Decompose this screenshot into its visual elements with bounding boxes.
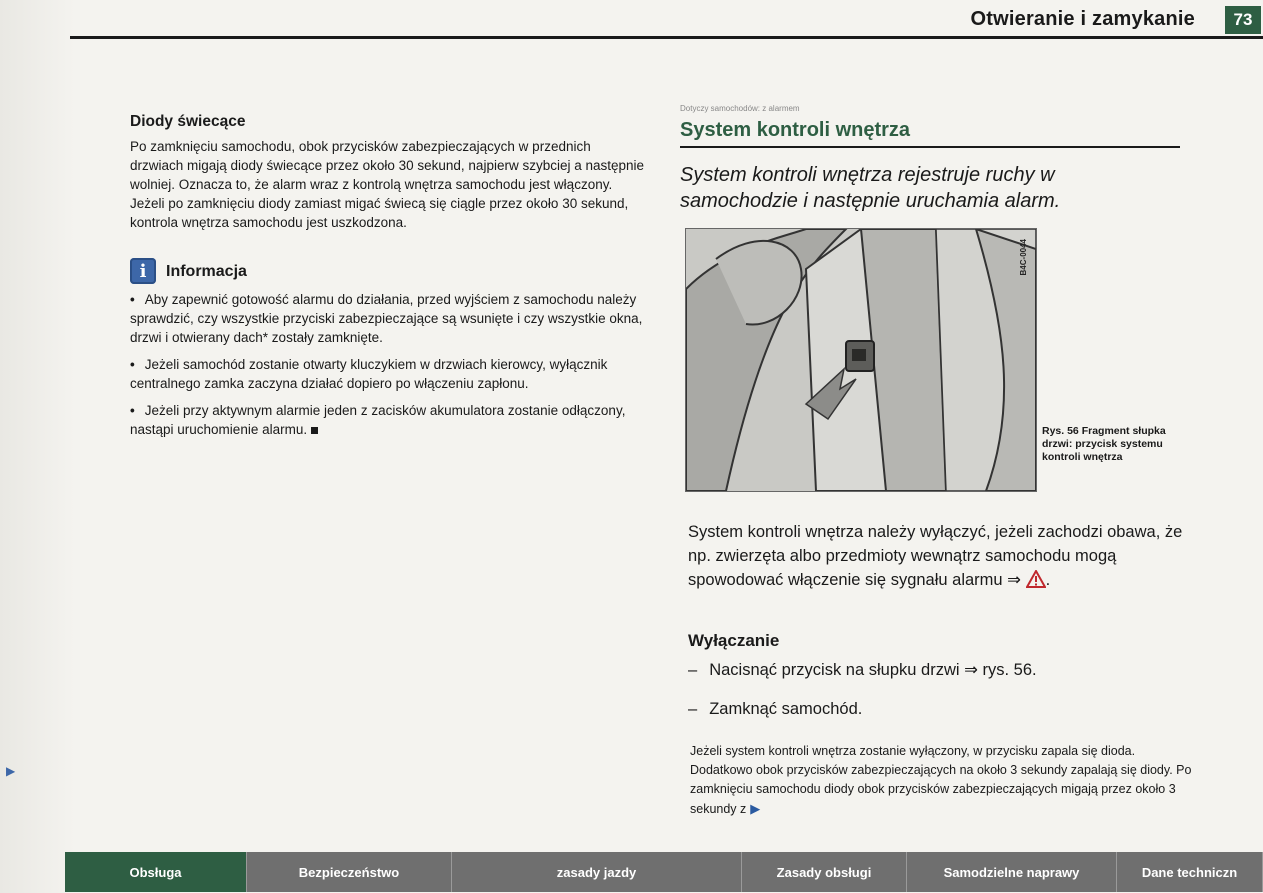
warning-triangle-icon — [1026, 570, 1046, 588]
left-column — [130, 112, 645, 447]
dash-icon: – — [688, 700, 698, 718]
diodes-paragraph: Po zamknięciu samochodu, obok przycisków zabezpieczających w przednich drzwiach migają diody świecące przez około 30 sekund, najpierw szybciej a następnie wolniej. Oznacza to, że alarm wraz z kontrolą wnętrza samochodu jest włączony. Jeżeli po zamknięciu diody zamiast migać świecą się ciągle przez około 30 sekund, kontrola wnętrza samochodu jest uszkodzona. — [130, 139, 645, 230]
figure-caption: Rys. 56 Fragment słupka drzwi: przycisk systemu kontroli wnętrza — [1042, 425, 1166, 463]
footer-tabs — [65, 852, 1263, 892]
info-bullet: • Jeżeli samochód zostanie otwarty kluczykiem w drzwiach kierowcy, wyłącznik centralnego zamka zaczyna działać dopiero po włączeniu zapłonu. — [130, 357, 608, 391]
section-end-icon — [311, 427, 318, 434]
dash-icon: – — [688, 661, 698, 679]
info-title: Informacja — [166, 262, 247, 280]
figure-code: B4C-0044 — [1019, 239, 1028, 276]
info-box — [130, 258, 645, 439]
tab-zasady-jazdy[interactable]: zasady jazdy — [452, 852, 742, 892]
step-item: – Nacisnąć przycisk na słupku drzwi ⇒ rys. 56. — [688, 661, 1037, 679]
chapter-title: Otwieranie i zamykanie — [970, 8, 1195, 30]
margin-arrow-icon: ▶ — [6, 764, 16, 778]
info-header — [130, 258, 645, 284]
final-paragraph: Jeżeli system kontroli wnętrza zostanie wyłączony, w przycisku zapala się dioda. Dodatkowo obok przycisków zabezpieczających na około 3 sekundy zapalają się diody. Po zamknięciu samochodu diody obok przycisków zabezpieczających migają przez około 3 sekundy z ▶ — [690, 744, 1192, 816]
tab-zasady-obslugi[interactable]: Zasady obsługi — [742, 852, 907, 892]
bullet-dot-icon: • — [130, 403, 135, 418]
continue-arrow-icon: ▶ — [750, 801, 761, 816]
tab-bezpieczenstwo[interactable]: Bezpieczeństwo — [247, 852, 452, 892]
info-bullet: • Aby zapewnić gotowość alarmu do działania, przed wyjściem z samochodu należy sprawdzić, czy wszystkie przyciski zabezpieczające są wsunięte i czy wszystkie okna, drzwi i otwierany dach* zostały zamknięte. — [130, 292, 643, 345]
tab-obsluga[interactable]: Obsługa — [65, 852, 247, 892]
section-heading-diodes: Diody świecące — [130, 113, 246, 130]
tab-dane-techniczne[interactable]: Dane techniczn — [1117, 852, 1263, 892]
step-item: – Zamknąć samochód. — [688, 700, 863, 718]
page-gutter — [0, 0, 75, 893]
section-title: System kontroli wnętrza — [680, 119, 1180, 148]
right-column — [680, 104, 1200, 214]
applicability-note: Dotyczy samochodów: z alarmem — [680, 104, 800, 113]
door-pillar-figure — [685, 228, 1037, 492]
lead-text: System kontroli wnętrza rejestruje ruchy w samochodzie i następnie uruchamia alarm. — [680, 164, 1061, 212]
header-rule — [70, 36, 1263, 39]
door-pillar-illustration — [686, 229, 1036, 491]
page-number-badge: 73 — [1225, 6, 1261, 34]
subheading-disable: Wyłączanie — [688, 631, 780, 650]
tab-samodzielne-naprawy[interactable]: Samodzielne naprawy — [907, 852, 1117, 892]
info-bullet: • Jeżeli przy aktywnym alarmie jeden z zacisków akumulatora zostanie odłączony, nastąpi uruchomienie alarmu. — [130, 403, 626, 437]
bullet-dot-icon: • — [130, 357, 135, 372]
bullet-dot-icon: • — [130, 292, 135, 307]
body-paragraph: System kontroli wnętrza należy wyłączyć, jeżeli zachodzi obawa, że np. zwierzęta albo przedmioty wewnątrz samochodu mogą spowodować włączenie się sygnału alarmu ⇒ . — [688, 523, 1183, 589]
info-icon: i — [130, 258, 156, 284]
